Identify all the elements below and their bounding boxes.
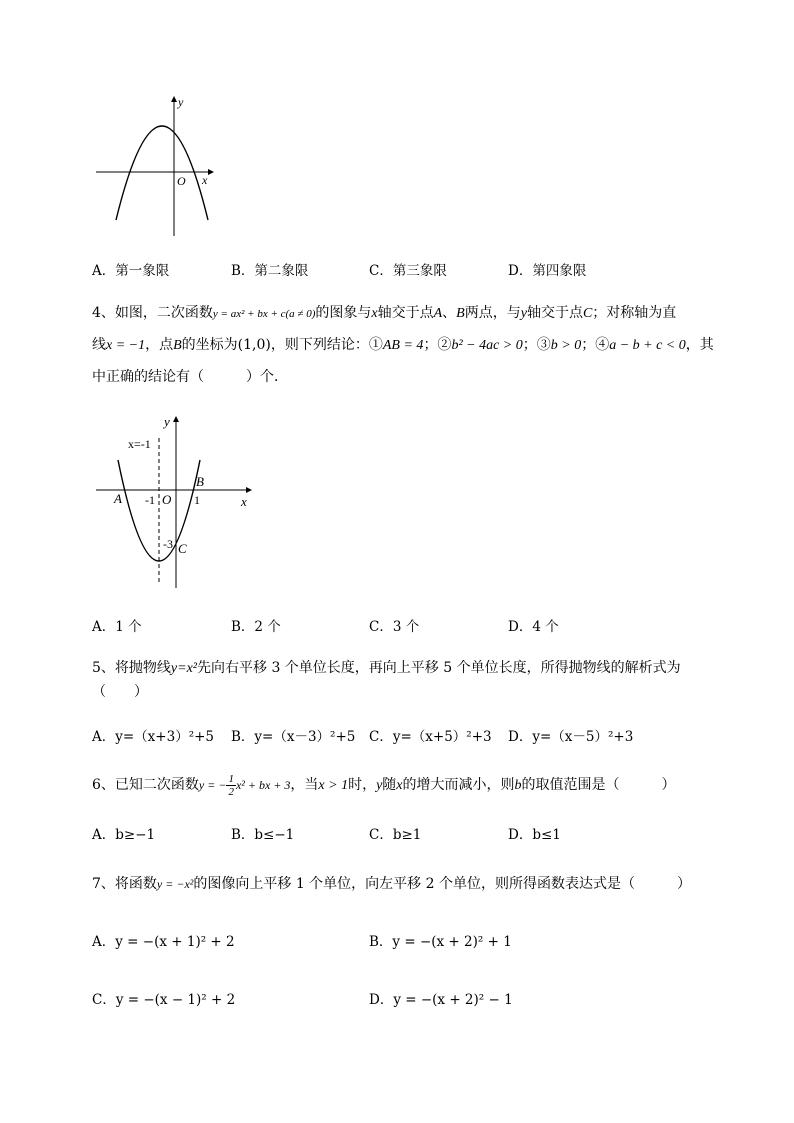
q6-var: b [514, 778, 522, 793]
q4-option-c[interactable]: C．3 个 [369, 619, 420, 635]
q5-line-2: （ ） [92, 684, 148, 700]
q5-option-a[interactable]: A．y=（x+3）²+5 [92, 729, 215, 745]
q7-text: 7、将函数 [92, 876, 157, 892]
origin-label: O [177, 174, 186, 188]
q4-text: ；③ [522, 337, 551, 353]
q6-option-d[interactable]: D．b≤1 [508, 827, 561, 843]
tick-pos1: 1 [194, 493, 200, 507]
q6-text: 的增大而减小，则 [402, 777, 515, 793]
y-axis-label: y [164, 414, 170, 429]
q7-formula: y = −x² [156, 877, 194, 891]
q4-var: x [371, 306, 378, 321]
q4-text: 线 [92, 337, 106, 353]
q4-conclusion-2: b² − 4ac > 0 [451, 338, 523, 353]
q6-fraction [226, 773, 236, 798]
q4-text: ；对称轴为直 [592, 305, 677, 321]
x-axis-arrow [208, 169, 214, 175]
q4-line-1 [92, 303, 676, 324]
q6-text: 的取值范围是（ ） [521, 777, 676, 793]
q5-line-1 [92, 658, 681, 679]
q7-line [92, 874, 691, 894]
q4-text: ，点 [145, 337, 174, 353]
symmetry-axis-label: x=-1 [128, 437, 151, 451]
q4-var: A [433, 306, 443, 321]
q6-text: 6、已知二次函数 [92, 777, 199, 793]
x-axis-label: x [202, 173, 208, 187]
q4-axis-equation: x = −1 [106, 338, 146, 353]
q4-conclusion-1: AB = 4 [382, 338, 424, 353]
q6-fraction-denominator: 2 [228, 785, 234, 798]
q5-text: 先向右平移 3 个单位长度，再向上平移 5 个单位长度，所得抛物线的解析式为 [197, 660, 681, 676]
q6-var: y [376, 778, 383, 793]
q4-var: B [173, 338, 182, 353]
q4-var: C [582, 306, 593, 321]
q4-line-3: 中正确的结论有（ ）个． [92, 369, 288, 385]
q4-option-b[interactable]: B．2 个 [231, 619, 281, 635]
y-axis-arrow [173, 416, 179, 422]
parabola-curve [116, 126, 208, 220]
q6-option-a[interactable]: A．b≥−1 [92, 827, 156, 843]
q4-var: B [456, 306, 465, 321]
x-axis-label: x [241, 494, 247, 509]
q4-text: 轴交于点 [526, 305, 583, 321]
q4-option-a[interactable]: A．1 个 [92, 619, 142, 635]
q4-text: 的图象与 [315, 305, 372, 321]
tick-neg3: -3 [163, 537, 173, 551]
q6-text: 随 [382, 777, 397, 793]
q6-var: x [396, 778, 403, 793]
q7-text: 的图像向上平移 1 个单位，向左平移 2 个单位，则所得函数表达式是（ ） [193, 876, 691, 892]
q3-option-d[interactable]: D．第四象限 [508, 263, 587, 279]
q4-text: 两点，与 [464, 305, 521, 321]
q4-coordinate: (1,0) [237, 337, 271, 353]
q4-text: 、 [442, 305, 457, 321]
q4-function-formula: y = ax² + bx + c(a ≠ 0) [212, 308, 316, 320]
q4-text: ，其 [685, 337, 714, 353]
q4-conclusion-3: b > 0 [550, 338, 582, 353]
q6-formula-prefix: y = − [198, 778, 227, 792]
q6-formula-suffix: x² + bx + 3 [235, 778, 291, 792]
q4-text: 轴交于点 [377, 305, 434, 321]
x-axis-arrow [246, 487, 252, 493]
q6-condition: x > 1 [318, 778, 349, 793]
q4-text: ，则下列结论：① [270, 337, 383, 353]
q6-option-b[interactable]: B．b≤−1 [231, 827, 295, 843]
q7-option-b[interactable]: B．y = −(x + 2)² + 1 [369, 934, 512, 950]
point-a-label: A [114, 491, 122, 506]
q5-option-b[interactable]: B．y=（x－3）²+5 [231, 729, 356, 745]
tick-neg1: -1 [145, 493, 155, 507]
point-b-label: B [196, 474, 204, 489]
q4-conclusion-4: a − b + c < 0 [609, 338, 686, 353]
q6-option-c[interactable]: C．b≥1 [369, 827, 422, 843]
q4-option-d[interactable]: D．4 个 [508, 619, 559, 635]
y-axis-label: y [178, 95, 184, 109]
q4-text: 的坐标为 [181, 337, 238, 353]
q6-fraction-numerator: 1 [228, 772, 234, 785]
q5-option-c[interactable]: C．y=（x+5）²+3 [369, 729, 492, 745]
q3-option-b[interactable]: B．第二象限 [231, 263, 309, 279]
parabola-graph-1 [90, 92, 220, 242]
q6-text: 时， [348, 777, 377, 793]
q4-var: y [520, 306, 527, 321]
q7-option-d[interactable]: D．y = −(x + 2)² − 1 [369, 992, 513, 1008]
q4-line-2 [92, 335, 714, 356]
q6-text: ，当 [290, 777, 319, 793]
q7-option-c[interactable]: C．y = −(x − 1)² + 2 [92, 992, 236, 1008]
parabola-graph-2 [90, 412, 260, 592]
y-axis-arrow [171, 96, 177, 102]
q5-option-d[interactable]: D．y=（x－5）²+3 [508, 729, 634, 745]
q3-option-c[interactable]: C．第三象限 [369, 263, 447, 279]
point-c-label: C [178, 541, 187, 556]
q7-option-a[interactable]: A．y = −(x + 1)² + 2 [92, 934, 235, 950]
q4-text: ；② [423, 337, 452, 353]
q5-formula: y=x² [170, 661, 197, 676]
origin-label: O [162, 492, 172, 507]
q4-text: 4、如图，二次函数 [92, 305, 213, 321]
q3-option-a[interactable]: A．第一象限 [92, 263, 170, 279]
q5-text: 5、将抛物线 [92, 660, 171, 676]
q4-text: ；④ [581, 337, 610, 353]
q6-line [92, 770, 676, 801]
